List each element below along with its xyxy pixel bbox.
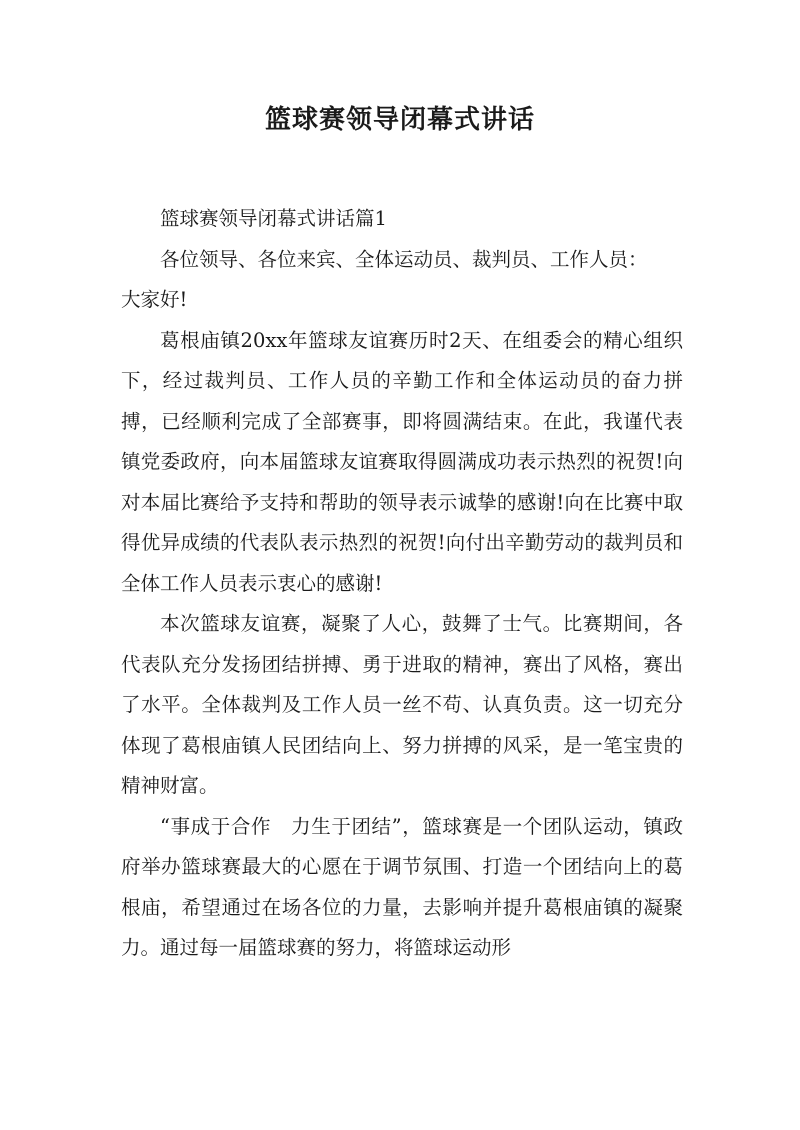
greeting-paragraph: 大家好! (121, 288, 188, 311)
document-body (121, 199, 683, 969)
body-paragraph: “事成于合作 力生于团结”，篮球赛是一个团队运动，镇政府举办篮球赛最大的心愿在于调节氛围、打造一个团结向上的葛根庙，希望通过在场各位的力量，去影响并提升葛根庙镇的凝聚力。通过每一届篮球赛的努力，将篮球运动形 (121, 814, 683, 959)
document-subtitle: 篮球赛领导闭幕式讲话篇1 (160, 207, 387, 230)
document-title: 篮球赛领导闭幕式讲话 (264, 105, 535, 135)
salutation-paragraph: 各位领导、各位来宾、全体运动员、裁判员、工作人员： (160, 247, 648, 271)
body-paragraph: 本次篮球友谊赛，凝聚了人心，鼓舞了士气。比赛期间，各代表队充分发扬团结拼搏、勇于进取的精神，赛出了风格，赛出了水平。全体裁判及工作人员一丝不苟、认真负责。这一切充分体现了葛根庙镇人民团结向上、努力拼搏的风采，是一笔宝贵的精神财富。 (121, 612, 683, 797)
body-paragraph: 葛根庙镇20xx年篮球友谊赛历时2天、在组委会的精心组织下，经过裁判员、工作人员的辛勤工作和全体运动员的奋力拼搏，已经顺利完成了全部赛事，即将圆满结束。在此，我谨代表镇党委政府，向本届篮球友谊赛取得圆满成功表示热烈的祝贺!向对本届比赛给予支持和帮助的领导表示诚挚的感谢!向在比赛中取得优异成绩的代表队表示热烈的祝贺!向付出辛勤劳动的裁判员和全体工作人员表示衷心的感谢! (121, 328, 683, 595)
